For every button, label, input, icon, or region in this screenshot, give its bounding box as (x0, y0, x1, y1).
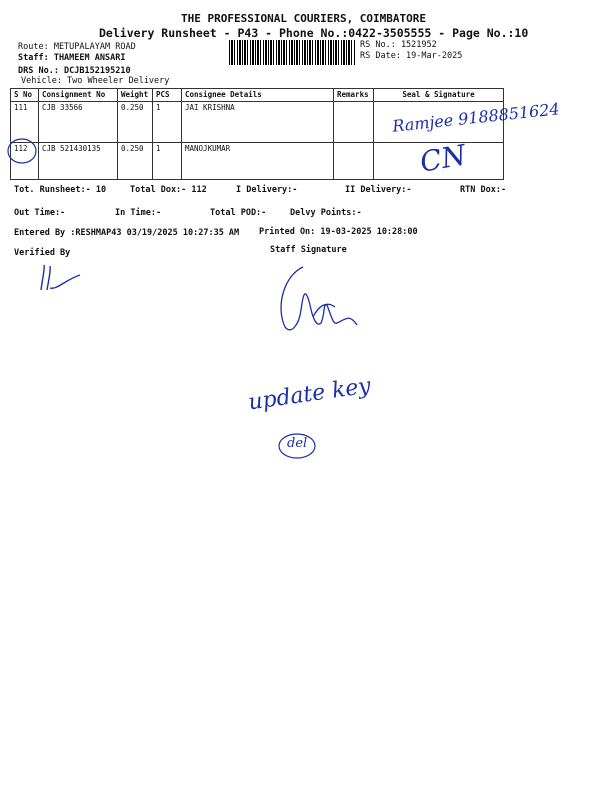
runsheet-title: Delivery Runsheet - P43 - Phone No.:0422-3505555 - Page No.:10 (99, 26, 529, 40)
handwritten-note: update key (246, 373, 373, 416)
col-pcs: PCS (153, 89, 182, 102)
cell-consignee: MANOJKUMAR (182, 143, 334, 180)
entered-by: Entered By :RESHMAP43 03/19/2025 10:27:35 AM (14, 228, 240, 238)
total-dox: Total Dox:- 112 (130, 185, 207, 195)
verified-signature (35, 260, 95, 300)
cell-consignee: JAI KRISHNA (182, 102, 334, 143)
delivery-points: Delvy Points:- (290, 208, 362, 218)
rtn-dox: RTN Dox:- (460, 185, 507, 195)
verified-by-label: Verified By (14, 248, 71, 258)
col-remarks: Remarks (334, 89, 374, 102)
company-title: THE PROFESSIONAL COURIERS, COIMBATORE (181, 12, 427, 25)
staff-label: Staff: THAMEEM ANSARI (18, 53, 126, 63)
cell-remarks (334, 102, 374, 143)
cell-pcs: 1 (153, 102, 182, 143)
cell-weight: 0.250 (118, 143, 153, 180)
col-seal: Seal & Signature (374, 89, 504, 102)
rs-date-label: RS Date: 19-Mar-2025 (360, 51, 463, 61)
cell-remarks (334, 143, 374, 180)
cell-weight: 0.250 (118, 102, 153, 143)
i-delivery: I Delivery:- (236, 185, 298, 195)
vehicle-label: Vehicle: Two Wheeler Delivery (21, 76, 170, 86)
handwritten-circle-112 (6, 136, 40, 166)
handwritten-note-sub: del (287, 436, 308, 451)
table-header-row (11, 89, 504, 102)
handwritten-seal-row2: CN (417, 138, 469, 179)
total-runsheet: Tot. Runsheet:- 10 (14, 185, 107, 195)
ii-delivery: II Delivery:- (345, 185, 412, 195)
cell-sno: 111 (11, 102, 39, 143)
cell-consignment: CJB 33566 (39, 102, 118, 143)
rs-no-label: RS No.: 1521952 (360, 40, 437, 50)
staff-signature (275, 265, 370, 345)
out-time: Out Time:- (14, 208, 66, 218)
col-weight: Weight (118, 89, 153, 102)
handwritten-seal-row1: Ramjee 9188851624 (391, 99, 561, 136)
printed-on: Printed On: 19-03-2025 10:28:00 (259, 227, 418, 237)
in-time: In Time:- (115, 208, 162, 218)
col-consignee: Consignee Details (182, 89, 334, 102)
route-label: Route: METUPALAYAM ROAD (18, 42, 136, 52)
total-pod: Total POD:- (210, 208, 267, 218)
staff-signature-label: Staff Signature (270, 245, 347, 255)
col-consignment: Consignment No (39, 89, 118, 102)
col-sno: S No (11, 89, 39, 102)
cell-sno: 112 (11, 143, 39, 180)
drs-label: DRS No.: DCJB152195210 (18, 66, 131, 76)
cell-consignment: CJB 521430135 (39, 143, 118, 180)
barcode (229, 40, 355, 65)
cell-pcs: 1 (153, 143, 182, 180)
